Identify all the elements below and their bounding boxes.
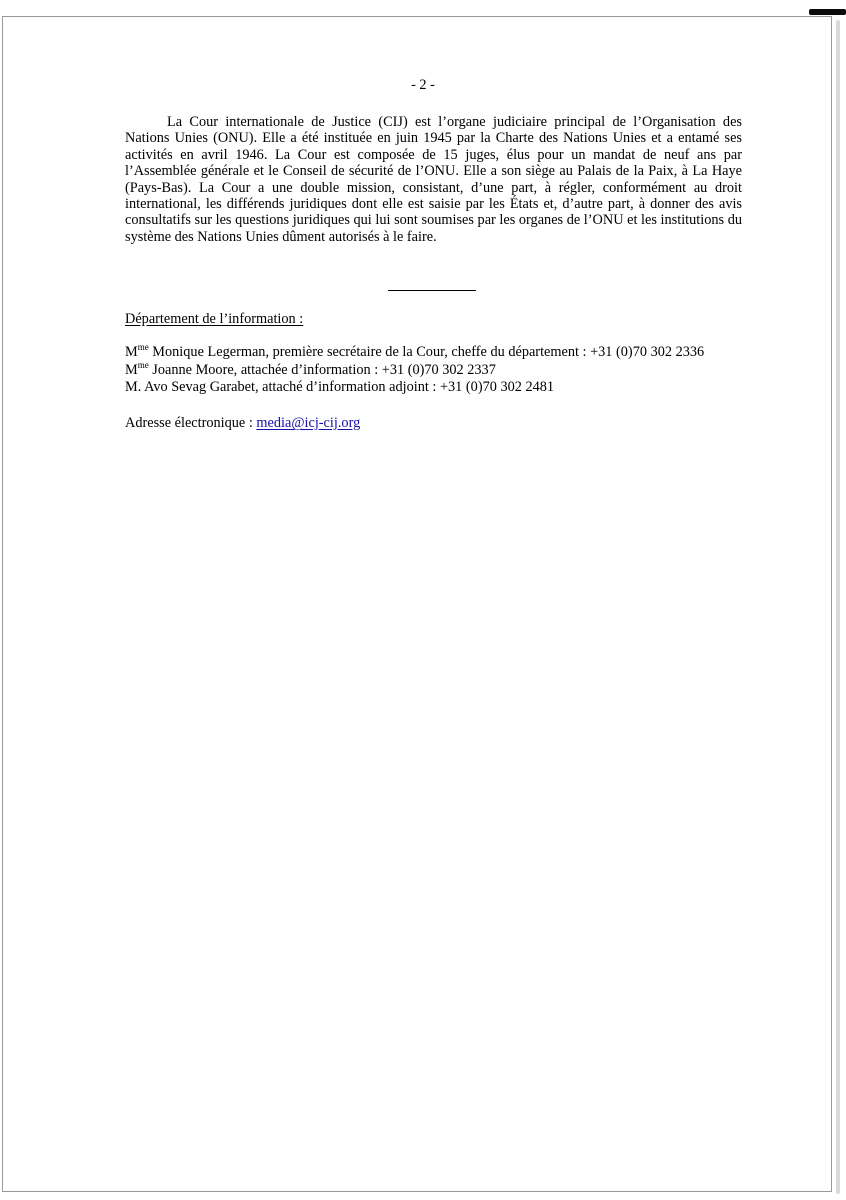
contact-title-superscript: me — [137, 359, 149, 370]
vertical-scrollbar[interactable] — [836, 20, 840, 1194]
contact-list — [125, 344, 765, 397]
contact-title: M — [125, 361, 138, 378]
horizontal-scrollbar-thumb[interactable] — [809, 9, 846, 15]
email-line — [125, 415, 360, 432]
email-link[interactable]: media@icj-cij.org — [256, 415, 361, 431]
contact-title-superscript: me — [137, 342, 149, 352]
contact-line-moore — [125, 359, 765, 380]
body-paragraph: La Cour internationale de Justice (CIJ) est l’organe judiciaire principal de l’Organisation des Nations Unies (ONU). Elle a été instituée en juin 1945 par la Charte des Nations Unies et a entamé ses activités en avril 1946. La Cour est composée de 15 juges, élus pour un mandat de neuf ans par l’Assemblée générale et le Conseil de sécurité de l’ONU. Elle a son siège au Palais de la Paix, à La Haye (Pays-Bas). La Cour a une double mission, consistant, d’une part, à régler, conformément au droit international, les différends juridiques dont elle est saisie par les États et, d’autre part, à donner des avis consultatifs sur les questions juridiques qui lui sont soumises par les organes de l’ONU et les institutions du système des Nations Unies dûment autorisés à le faire. — [125, 114, 742, 245]
page-number: - 2 - — [411, 77, 435, 93]
contact-text: Monique Legerman, première secrétaire de la Cour, cheffe du département : +31 (0)70 302 2336 — [148, 344, 705, 360]
email-label: Adresse électronique : — [125, 415, 257, 431]
contact-text: M. Avo Sevag Garabet, attaché d’information adjoint : +31 (0)70 302 2481 — [125, 379, 555, 395]
department-heading: Département de l’information : — [125, 311, 304, 327]
contact-title: M — [125, 344, 138, 360]
section-separator — [388, 290, 476, 291]
contact-line-legerman — [125, 344, 765, 362]
contact-text: Joanne Moore, attachée d’information : +31 (0)70 302 2337 — [148, 361, 496, 378]
contact-line-garabet — [125, 379, 765, 397]
